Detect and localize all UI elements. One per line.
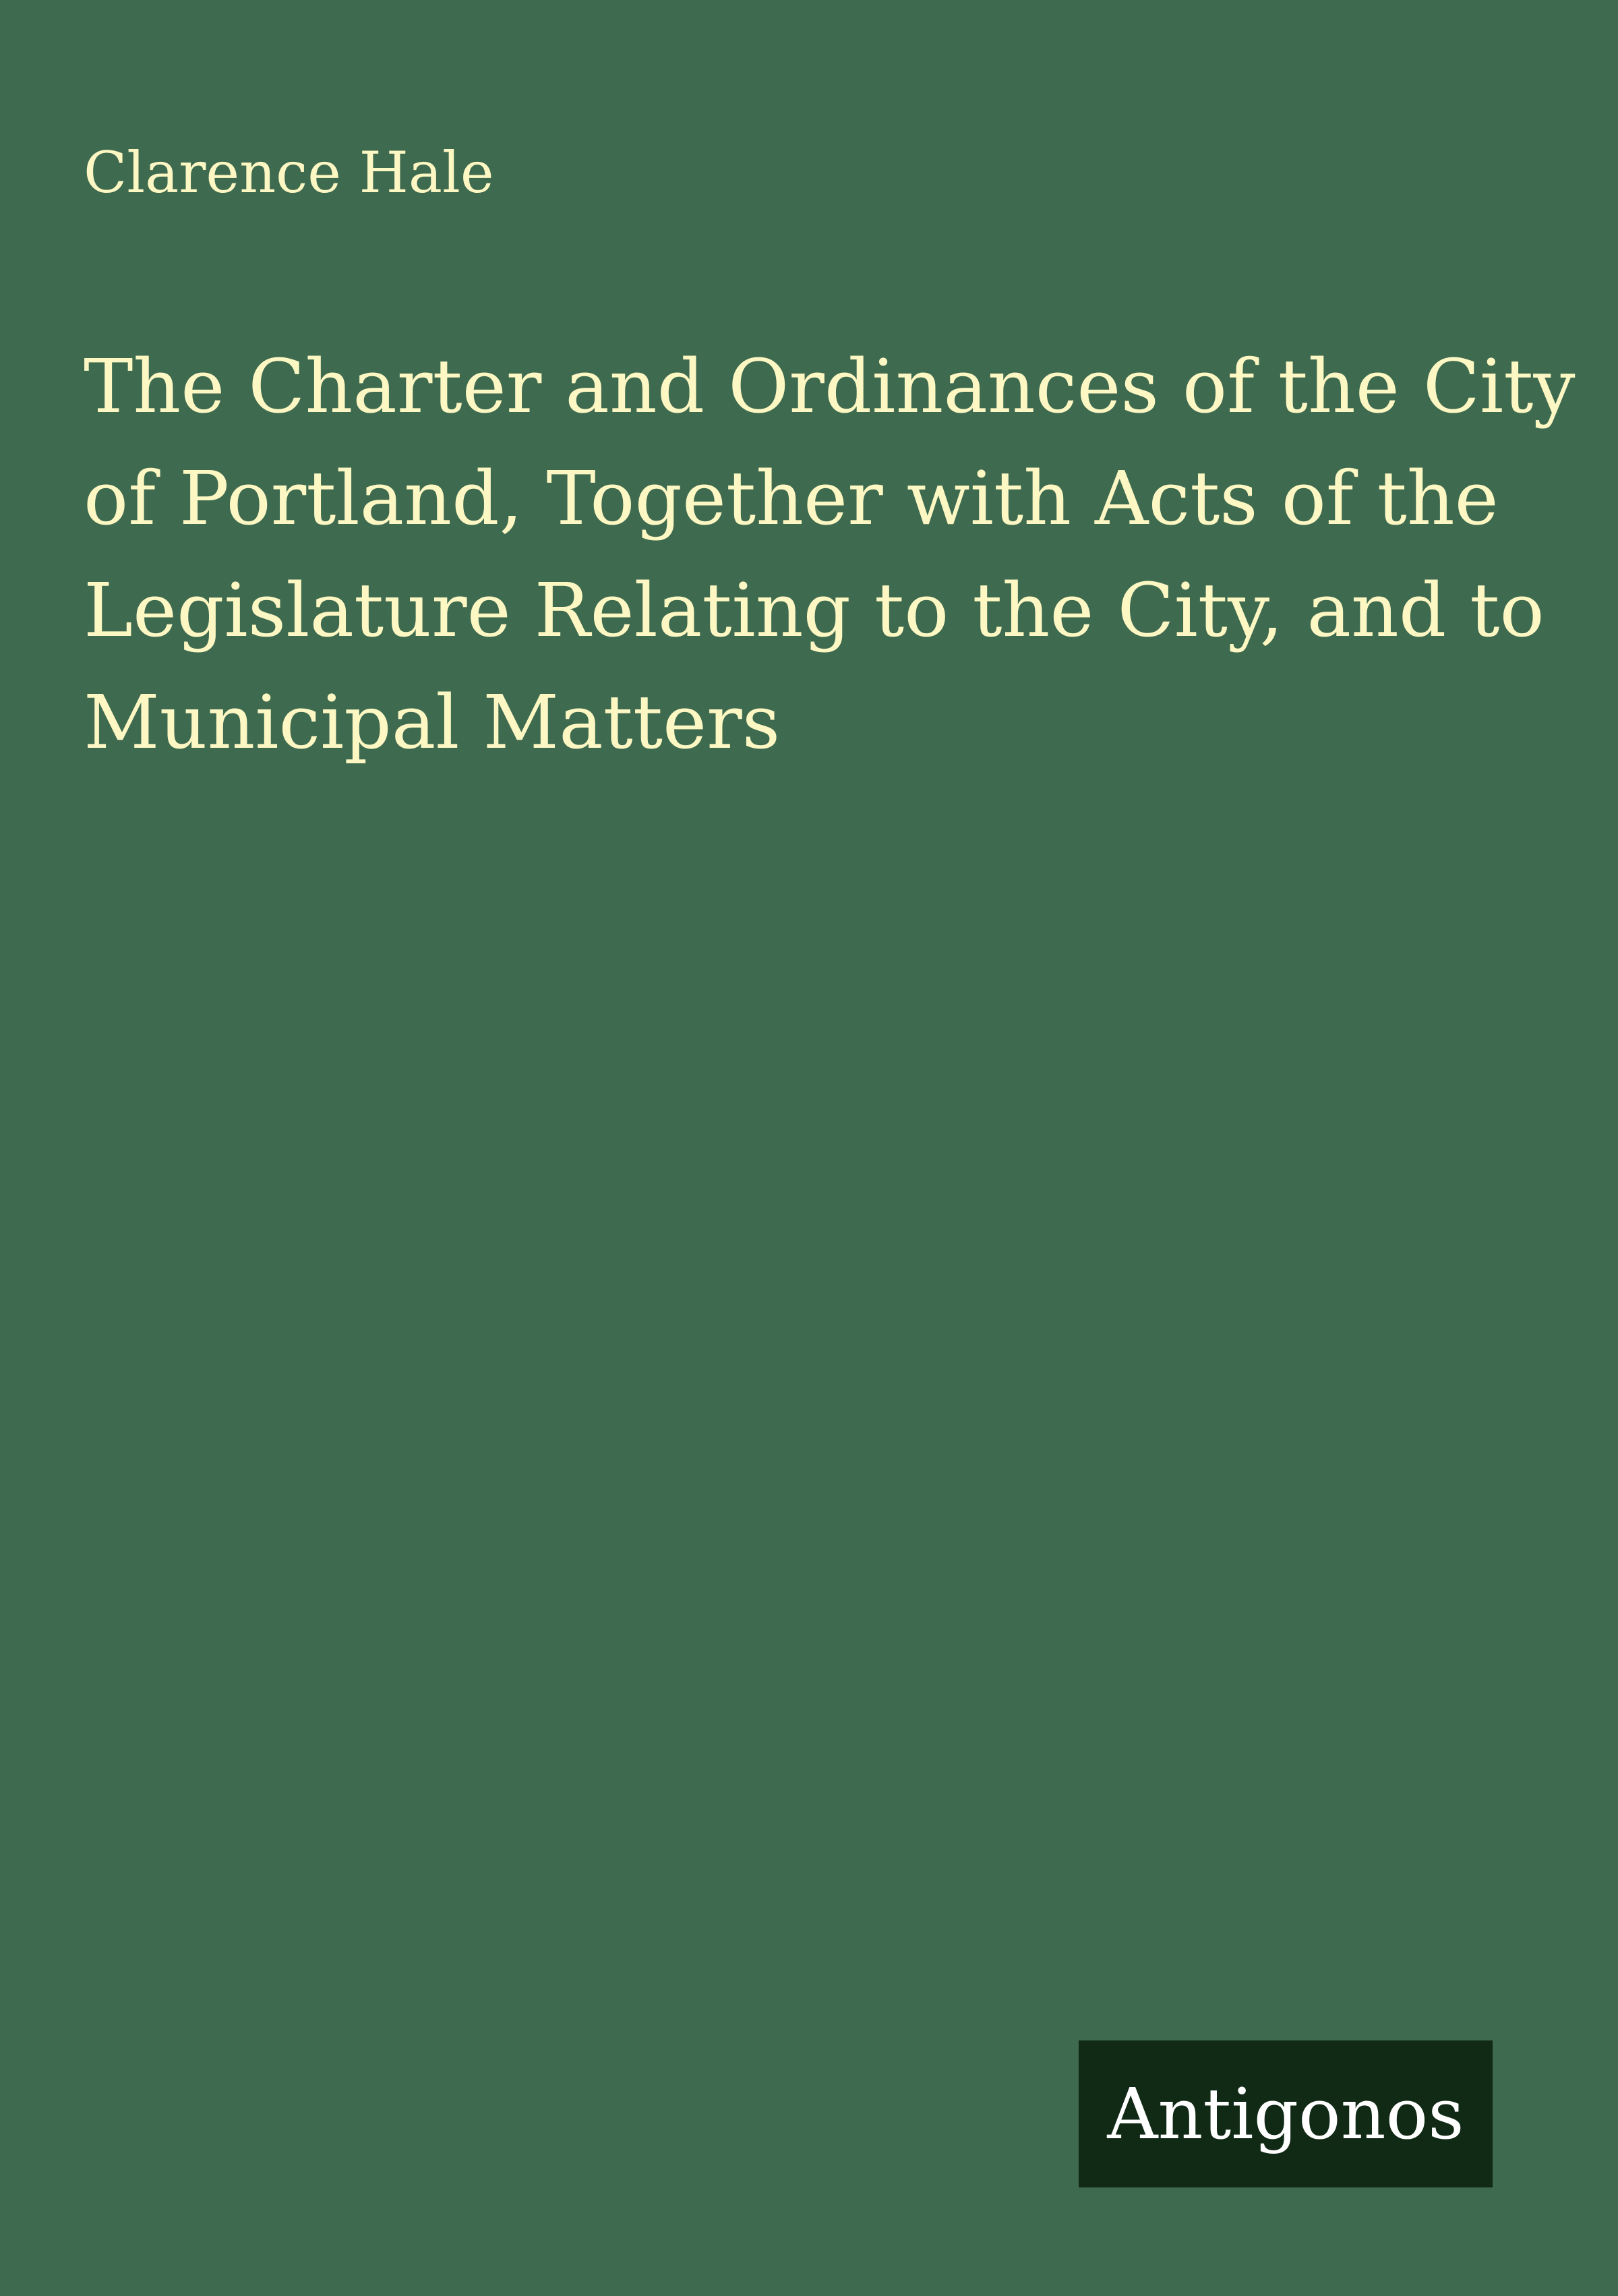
title-line-2: of Portland, Together with Acts of the: [84, 455, 1499, 541]
publisher-badge: [1079, 2040, 1493, 2187]
author-name: Clarence Hale: [84, 140, 494, 206]
title-line-1: The Charter and Ordinances of the City: [84, 343, 1576, 430]
publisher-name: Antigonos: [1107, 2073, 1464, 2155]
book-title: [84, 330, 1576, 778]
title-line-4: Municipal Matters: [84, 679, 781, 765]
title-line-3: Legislature Relating to the City, and to: [84, 567, 1545, 653]
